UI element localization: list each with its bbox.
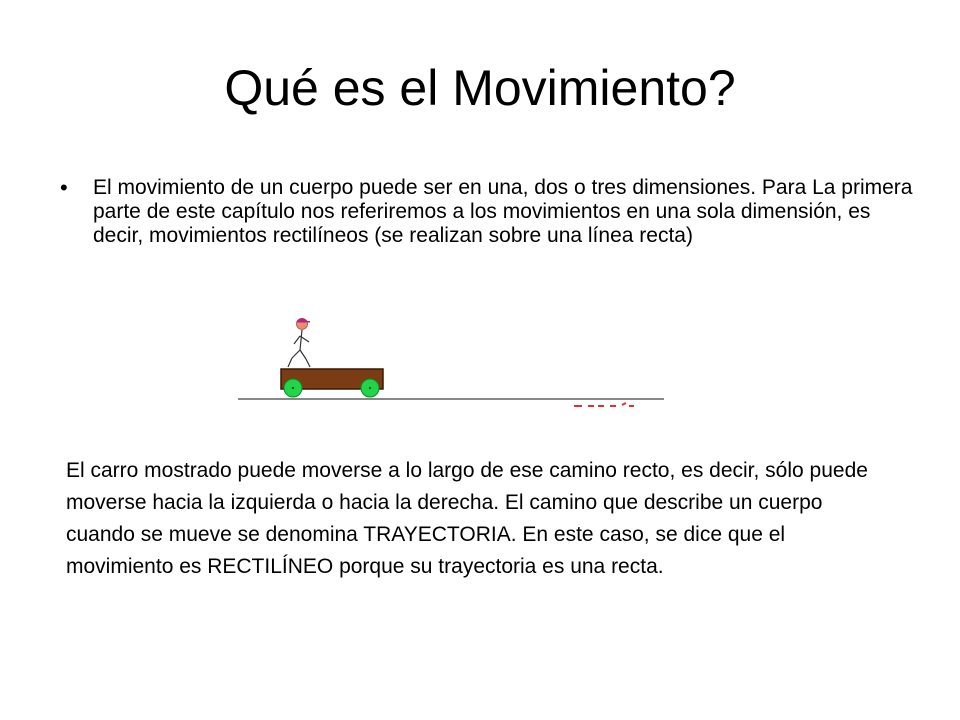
bullet-marker: • xyxy=(60,175,68,200)
stick-figure-cap xyxy=(297,318,311,323)
wheel-hub-left xyxy=(292,387,294,389)
cart-illustration xyxy=(236,312,666,412)
bullet-text: El movimiento de un cuerpo puede ser en una, dos o tres dimensiones. Para La primera parte de este capítulo nos referiremos a los movimientos en una sola dimensión, es decir, movimientos rectilíneos (se realizan sobre una línea recta) xyxy=(93,176,913,247)
cart-illustration-svg xyxy=(236,312,666,412)
trajectory-mark xyxy=(574,403,634,406)
wheel-hub-right xyxy=(369,387,371,389)
caption-text: El carro mostrado puede moverse a lo largo de ese camino recto, es decir, sólo puede moverse hacia la izquierda o hacia la derecha. El camino que describe un cuerpo cuando se mueve se denomina TRAYECTORIA. En este caso, se dice que el movimiento es RECTILÍNEO porque su trayectoria es una recta. xyxy=(66,459,868,578)
stick-figure xyxy=(288,330,310,367)
slide-title: Qué es el Movimiento? xyxy=(224,60,736,116)
